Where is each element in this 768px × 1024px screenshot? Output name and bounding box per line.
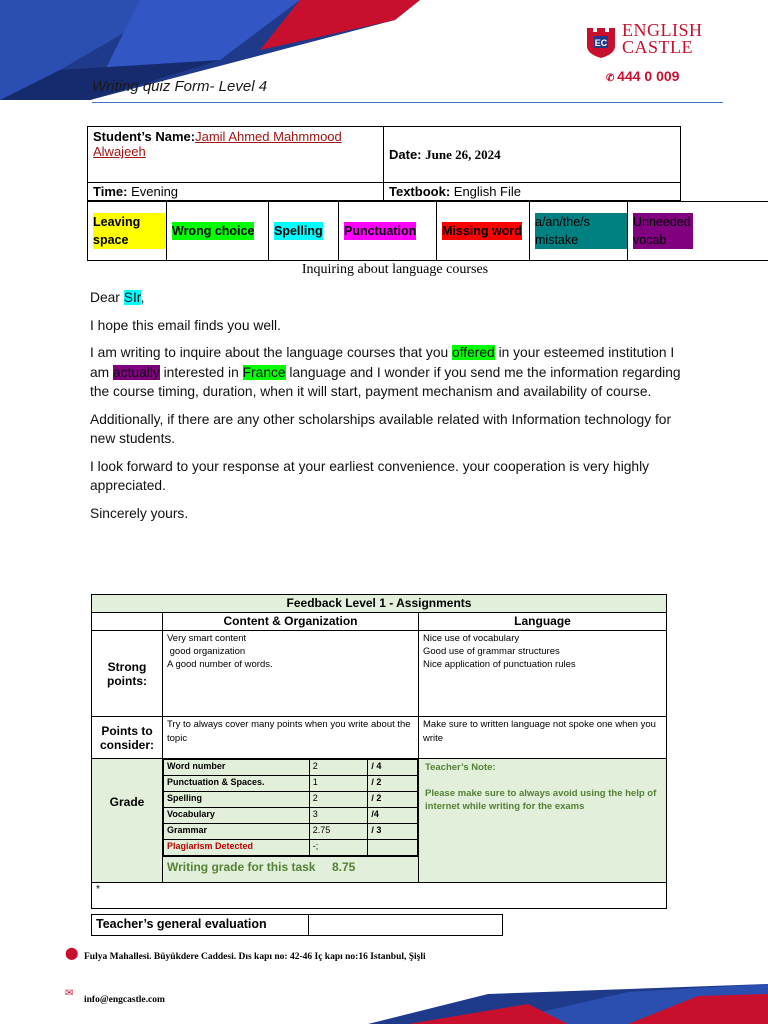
grade-score: 1 xyxy=(309,776,368,792)
unneeded-vocab-mark: actually xyxy=(113,364,160,380)
student-name-label: Student’s Name: xyxy=(93,129,196,144)
legend-item xyxy=(87,202,166,260)
footer-email-link[interactable]: info@engcastle.com xyxy=(84,995,165,1005)
writing-grade-value: 8.75 xyxy=(332,860,356,874)
date-label: Date: xyxy=(389,146,422,162)
form-title: Writing quiz Form- Level 4 xyxy=(92,78,268,95)
error-color-legend xyxy=(87,201,768,261)
brand-name xyxy=(622,22,703,56)
p2-text-a: I am writing to inquire about the language courses that you xyxy=(90,345,453,360)
email-signoff: Sincerely yours. xyxy=(90,505,189,521)
strong-content-line: good organization xyxy=(167,646,246,657)
legend-item xyxy=(268,202,338,260)
grade-label: Grade xyxy=(109,795,145,809)
grade-max: / 2 xyxy=(368,792,418,808)
legend-label: Punctuation xyxy=(344,224,417,238)
email-subject: Inquiring about language courses xyxy=(301,262,489,277)
student-info-table xyxy=(87,126,681,201)
consider-content-cell: Try to always cover many points when you write about the topic xyxy=(163,717,419,759)
svg-text:EC: EC xyxy=(594,38,608,48)
footer-address: Fulya Mahallesi. Büyükdere Caddesi. Dıs kapı no: 42-46 Iç kapı no:16 Istanbul, Şişli xyxy=(84,952,426,962)
grade-breakdown-table xyxy=(163,759,418,856)
legend-label: Spelling xyxy=(274,224,323,238)
footer-banner-graphic xyxy=(368,984,768,1024)
email-paragraph-1: I hope this email finds you well. xyxy=(90,317,281,333)
strong-language-line: Nice use of vocabulary xyxy=(423,633,520,644)
brand-line-2: CASTLE xyxy=(622,37,694,57)
strong-content-line: A good number of words. xyxy=(167,659,273,670)
p2-text-b: in your esteemed institution I am xyxy=(90,345,675,380)
grade-max: / 2 xyxy=(368,776,418,792)
grade-name: Word number xyxy=(164,760,310,776)
grade-name: Grammar xyxy=(164,824,310,840)
writing-grade-label: Writing grade for this task xyxy=(167,860,316,874)
grade-max xyxy=(368,840,418,856)
grade-name: Vocabulary xyxy=(164,808,310,824)
grade-max: /4 xyxy=(368,808,418,824)
grade-score: 2 xyxy=(309,760,368,776)
plagiarism-label: Plagiarism Detected xyxy=(164,840,310,856)
feedback-table xyxy=(91,594,667,909)
grade-max: / 3 xyxy=(368,824,418,840)
email-paragraph-2 xyxy=(90,343,690,402)
legend-item xyxy=(166,202,268,260)
header-spacer xyxy=(92,613,163,631)
legend-item xyxy=(338,202,436,260)
legend-item xyxy=(529,202,627,260)
general-evaluation-row xyxy=(91,914,503,936)
legend-label: a/an/the/s mistake xyxy=(535,213,627,249)
strong-language-line: Nice application of punctuation rules xyxy=(423,659,576,670)
grade-name: Punctuation & Spaces. xyxy=(164,776,310,792)
grade-breakdown-cell xyxy=(163,759,419,883)
time-value: Evening xyxy=(131,184,179,199)
textbook-label: Textbook: xyxy=(389,184,451,199)
legend-label: Wrong choice xyxy=(172,224,255,238)
points-to-consider-label: Points to consider: xyxy=(92,717,163,759)
greeting-text: Dear xyxy=(90,290,124,305)
consider-language-cell: Make sure to written language not spoke one when you write xyxy=(419,717,667,759)
time-cell xyxy=(88,183,384,201)
email-body xyxy=(90,288,690,531)
date-cell xyxy=(384,127,681,183)
strong-content-cell xyxy=(163,631,419,717)
feedback-title: Feedback Level 1 - Assignments xyxy=(92,595,667,613)
email-paragraph-4: I look forward to your response at your earliest convenience. your cooperation is very highly appreciated. xyxy=(90,458,650,493)
spelling-mark: SIr xyxy=(123,290,141,305)
email-greeting xyxy=(90,288,690,308)
language-column-header: Language xyxy=(419,613,667,631)
strong-language-cell xyxy=(419,631,667,717)
phone-text: 444 0 009 xyxy=(617,68,680,84)
greeting-punct: , xyxy=(140,290,145,305)
grade-name: Spelling xyxy=(164,792,310,808)
strong-content-line: Very smart content xyxy=(167,633,247,644)
general-evaluation-value xyxy=(309,915,502,935)
writing-grade-row xyxy=(163,856,418,877)
teacher-note-cell xyxy=(419,759,667,883)
legend-item xyxy=(436,202,529,260)
brand-line-1: ENGLISH xyxy=(622,20,703,40)
phone-number xyxy=(606,68,679,84)
teacher-note-text: Please make sure to always avoid using the help of internet while writing for the exams xyxy=(425,788,657,812)
student-name-value: Jamil Ahmed Mahmmood Alwajeeh xyxy=(93,129,342,159)
textbook-value: English File xyxy=(453,184,521,199)
date-value: June 26, 2024 xyxy=(425,146,501,162)
legend-label: Unneeded vocab xyxy=(633,213,693,249)
asterisk-note: * xyxy=(92,883,667,909)
teacher-note-title: Teacher’s Note: xyxy=(425,762,496,773)
wrong-choice-mark: offered xyxy=(452,345,495,360)
castle-logo-icon xyxy=(584,24,618,58)
location-pin-icon: ⬤ xyxy=(65,946,79,960)
phone-icon: ✆ xyxy=(606,73,618,84)
legend-label: Leaving space xyxy=(93,213,166,249)
strong-points-label: Strong points: xyxy=(92,631,163,717)
legend-label: Missing word xyxy=(442,224,522,238)
legend-item xyxy=(627,202,693,260)
p2-text-d: language and I wonder if you send me the information regarding the course timing, duration, when it will start, payment mechanism and availability of course. xyxy=(90,364,681,399)
grade-score: 2 xyxy=(309,792,368,808)
strong-language-line: Good use of grammar structures xyxy=(423,646,560,657)
general-evaluation-label: Teacher’s general evaluation xyxy=(92,915,309,935)
email-paragraph-3: Additionally, if there are any other scholarships available related with Information technology for new students. xyxy=(90,411,672,446)
time-label: Time: xyxy=(93,184,128,199)
grade-score: 2.75 xyxy=(309,824,368,840)
header-rule xyxy=(92,102,723,103)
student-name-cell xyxy=(88,127,384,183)
mail-icon: ✉ xyxy=(65,988,74,999)
content-column-header: Content & Organization xyxy=(163,613,419,631)
p2-text-c: interested in xyxy=(159,364,243,380)
grade-score: 3 xyxy=(309,808,368,824)
wrong-choice-mark: France xyxy=(242,364,286,380)
grade-max: / 4 xyxy=(368,760,418,776)
textbook-cell xyxy=(384,183,681,201)
plagiarism-score: -; xyxy=(309,840,368,856)
grade-label-cell xyxy=(92,759,163,883)
